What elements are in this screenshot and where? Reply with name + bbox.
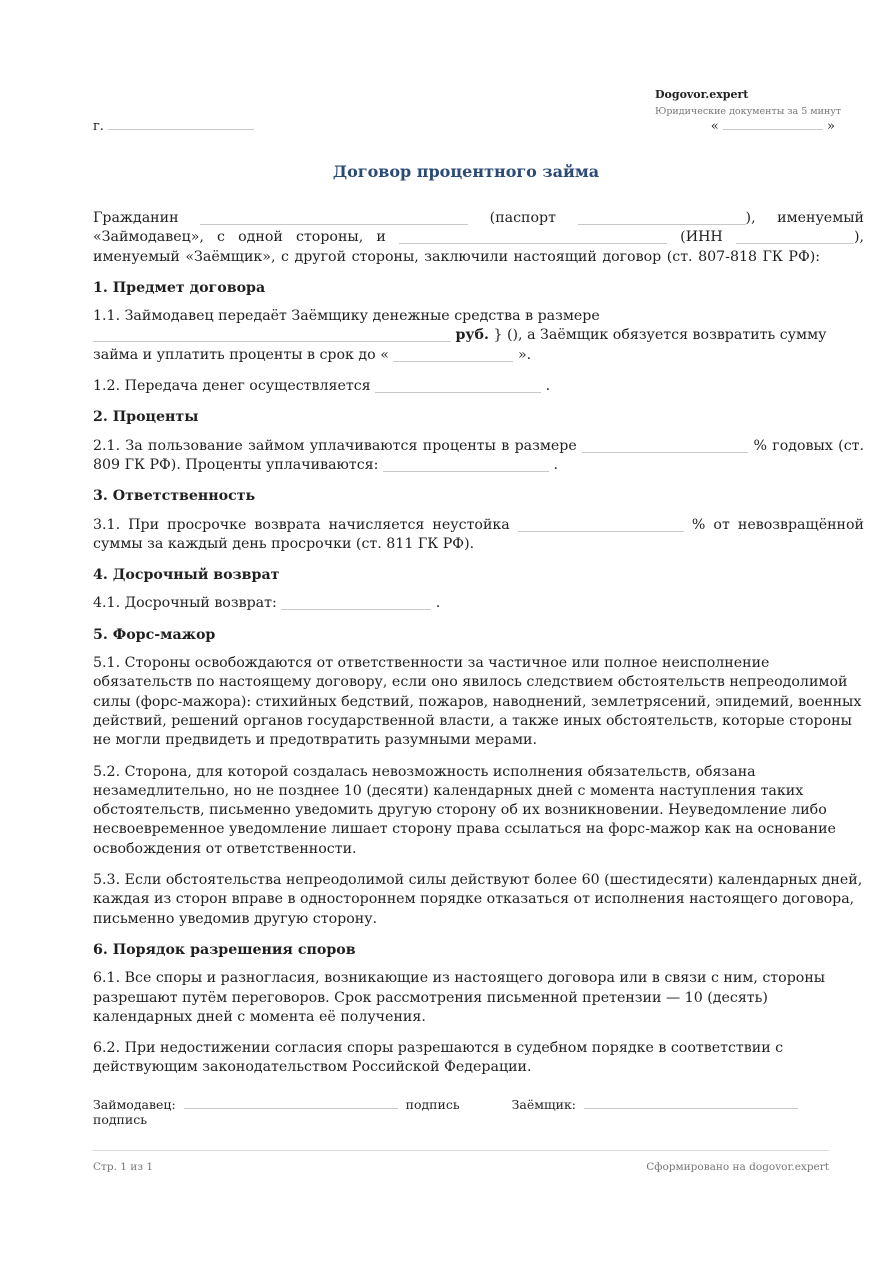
date-blank bbox=[723, 129, 823, 130]
repay-date-blank bbox=[393, 347, 513, 362]
clause-1-1 bbox=[93, 307, 864, 365]
clause-4-1-text-b: . bbox=[435, 595, 441, 612]
clause-6-1: 6.1. Все споры и разногласия, возникающие из настоящего договора или в связи с ним, стороны разрешают путём переговоров. Срок рассмотрения письменной претензии — 10 (десять) календарных дней с момента её получения. bbox=[93, 970, 826, 1025]
signature-row bbox=[93, 1097, 838, 1127]
intro-passport-close: ), именуемый «Займодавец», с одной стороны, и bbox=[93, 210, 864, 246]
lender-sign-blank bbox=[184, 1108, 398, 1109]
clause-1-2 bbox=[93, 377, 864, 396]
section-6-heading: 6. Порядок разрешения споров bbox=[93, 941, 356, 958]
transfer-method-blank bbox=[375, 378, 541, 393]
clause-5-3: 5.3. Если обстоятельства непреодолимой силы действуют более 60 (шестидесяти) календарных дней, каждая из сторон вправе в одностороннем порядке отказаться от исполнения настоящего договора, письменно уведомив другую сторону. bbox=[93, 872, 863, 927]
document-body bbox=[93, 209, 864, 1090]
rub-label: руб. bbox=[455, 327, 489, 344]
early-repay-blank bbox=[281, 595, 431, 610]
city-blank bbox=[108, 129, 254, 130]
clause-4-1 bbox=[93, 594, 864, 613]
intro-citizen: Гражданин bbox=[93, 210, 179, 226]
clause-2-1-text-b: % годовых (ст. 809 ГК РФ). Проценты уплачиваются: bbox=[93, 437, 865, 473]
penalty-rate-blank bbox=[518, 517, 684, 532]
brand-tagline: Юридические документы за 5 минут bbox=[655, 106, 842, 117]
intro-paragraph bbox=[93, 209, 864, 267]
brand-block bbox=[655, 87, 841, 119]
borrower-inn-blank bbox=[736, 229, 854, 244]
lender-passport-blank bbox=[578, 210, 746, 225]
borrower-sign-caption: подпись bbox=[93, 1112, 148, 1127]
clause-1-2-text-b: . bbox=[545, 378, 551, 395]
clause-6-2: 6.2. При недостижении согласия споры разрешаются в судебном порядке в соответствии с действующим законодательством Российской Федерации. bbox=[93, 1040, 784, 1076]
borrower-sign-label: Заёмщик: bbox=[511, 1097, 576, 1112]
city-field bbox=[93, 119, 254, 134]
document-title: Договор процентного займа bbox=[332, 162, 600, 181]
intro-inn-open: (ИНН bbox=[680, 229, 723, 246]
footer-divider bbox=[93, 1150, 829, 1151]
clause-5-2: 5.2. Сторона, для которой создалась невозможность исполнения обязательств, обязана незамедлительно, но не позднее 10 (десяти) календарных дней с момента наступления таких обстоятельств, письменно уведомить другую сторону об их возникновении. Неуведомление либо несвоевременное уведомление лишает сторону права ссылаться на форс-мажор как на основание освобождения от ответственности. bbox=[93, 763, 836, 857]
section-4-heading: 4. Досрочный возврат bbox=[93, 567, 280, 584]
section-2-heading: 2. Проценты bbox=[93, 409, 199, 426]
borrower-sign-blank bbox=[584, 1108, 798, 1109]
section-5-heading: 5. Форс-мажор bbox=[93, 626, 216, 643]
lender-sign-label: Займодавец: bbox=[93, 1097, 176, 1112]
date-open-quote: « bbox=[710, 119, 719, 134]
lender-name-blank bbox=[200, 210, 468, 225]
clause-3-1-text-b: % от невозвращённой суммы за каждый день просрочки (ст. 811 ГК РФ). bbox=[93, 516, 865, 552]
borrower-name-blank bbox=[399, 229, 667, 244]
clause-3-1-text-a: 3.1. При просрочке возврата начисляется неустойка bbox=[93, 516, 510, 533]
section-1-heading: 1. Предмет договора bbox=[93, 279, 266, 296]
clause-1-1-text-a: 1.1. Займодавец передаёт Заёмщику денежные средства в размере bbox=[93, 308, 600, 325]
brand-name: Dogovor.expert bbox=[655, 88, 749, 101]
generated-by: Сформировано на dogovor.expert bbox=[646, 1161, 829, 1173]
lender-sign-caption: подпись bbox=[405, 1097, 460, 1112]
clause-2-1-text-c: . bbox=[553, 456, 558, 473]
section-3-heading: 3. Ответственность bbox=[93, 488, 256, 505]
clause-1-2-text-a: 1.2. Передача денег осуществляется bbox=[93, 378, 371, 395]
clause-4-1-text-a: 4.1. Досрочный возврат: bbox=[93, 595, 277, 612]
loan-amount-blank bbox=[93, 327, 451, 342]
city-prefix: г. bbox=[93, 119, 104, 134]
clause-1-1-text-c: ». bbox=[517, 346, 532, 363]
date-close-quote: » bbox=[827, 119, 835, 134]
intro-inn-close: ), именуемый «Заёмщик», с другой стороны, заключили настоящий договор (ст. 807-818 ГК РФ): bbox=[93, 229, 865, 265]
clause-3-1 bbox=[93, 516, 864, 555]
date-field bbox=[711, 119, 835, 134]
clause-5-1: 5.1. Стороны освобождаются от ответственности за частичное или полное неисполнение обязательств по настоящему договору, если оно явилось следствием обстоятельств непреодолимой силы (форс-мажора): стихийных бедствий, пожаров, наводнений, землетрясений, эпидемий, военных действий, решений органов государственной власти, а также иных обстоятельств, которые стороны не могли предвидеть и предотвратить разумными мерами. bbox=[93, 655, 862, 749]
interest-schedule-blank bbox=[383, 457, 549, 472]
intro-passport-open: (паспорт bbox=[489, 210, 556, 226]
clause-1-1-text-b: } (), а Заёмщик обязуется возвратить сумму займа и уплатить проценты в срок до « bbox=[93, 327, 827, 363]
interest-rate-blank bbox=[582, 438, 748, 453]
clause-2-1 bbox=[93, 437, 864, 476]
clause-2-1-text-a: 2.1. За пользование займом уплачиваются проценты в размере bbox=[93, 437, 577, 454]
page-number: Стр. 1 из 1 bbox=[93, 1161, 154, 1173]
